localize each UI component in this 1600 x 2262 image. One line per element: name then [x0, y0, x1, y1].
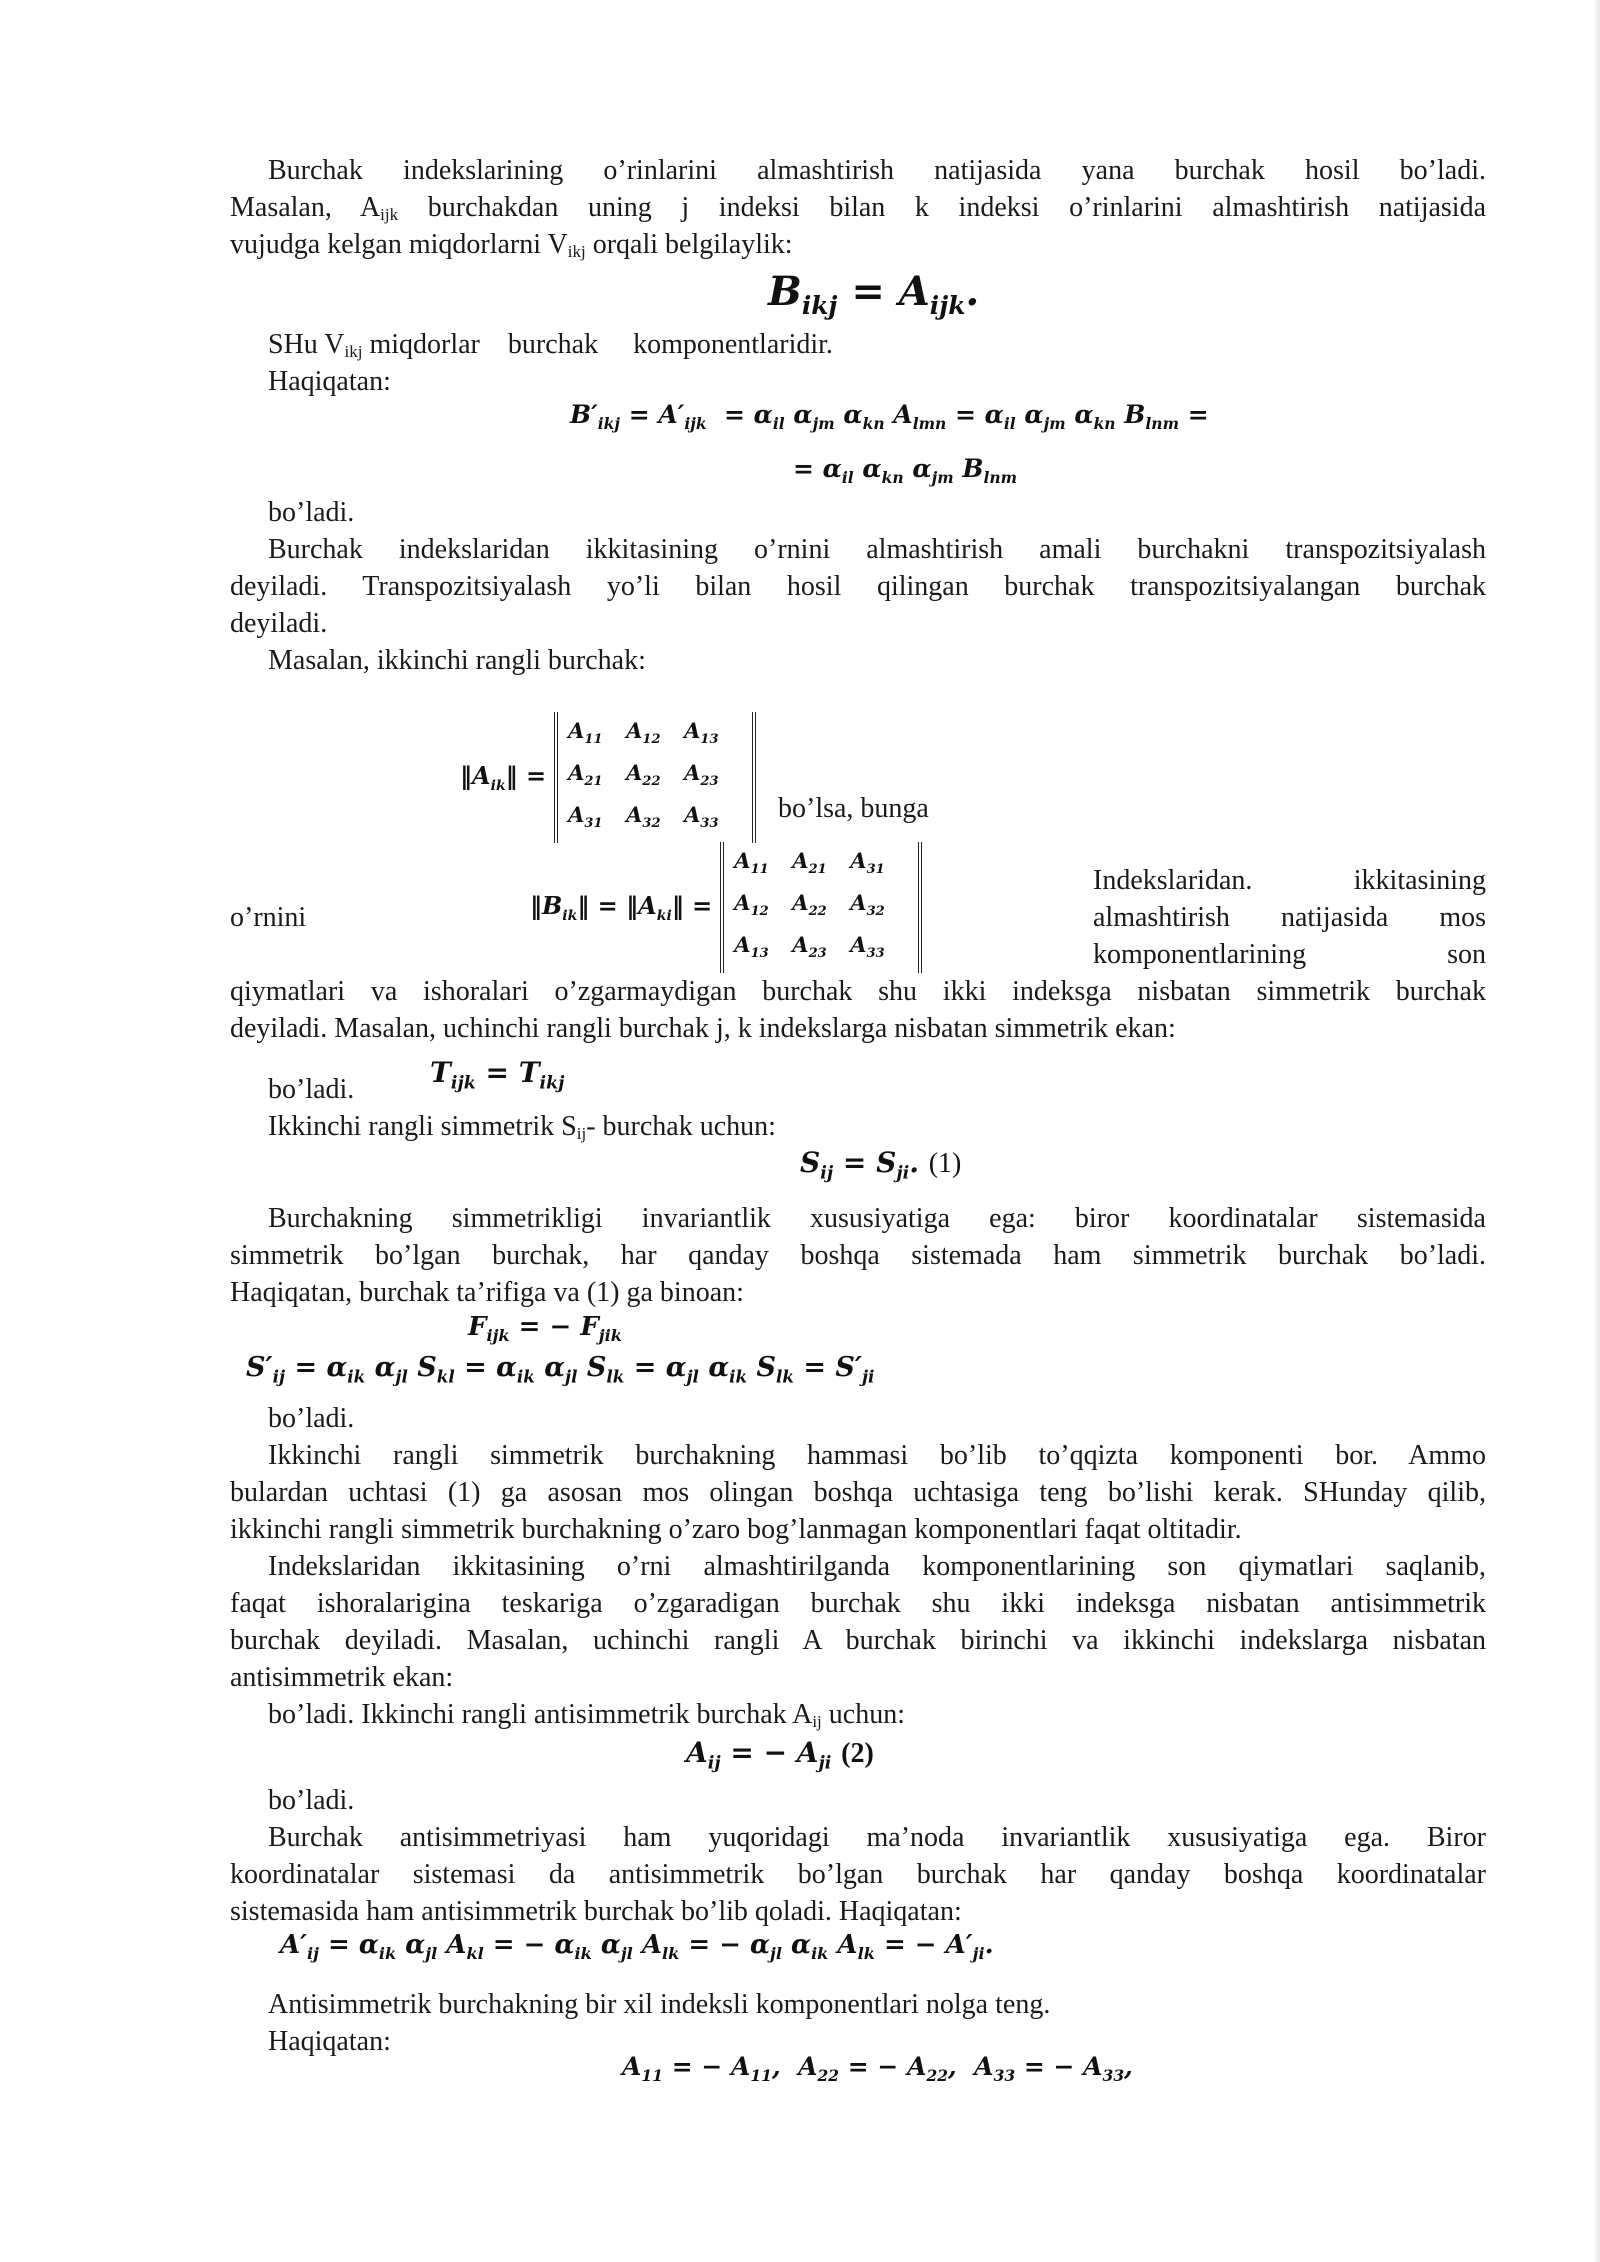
- equation-fijk: $F_{ijk}$ = − $F_{jik}$: [468, 1312, 622, 1346]
- paragraph-line: bo’ladi.: [268, 1403, 355, 1434]
- equation-bikj: $B_{ikj} = A_{ijk}$.: [768, 268, 980, 320]
- paragraph-line: Masalan, $A_{ijk}$ burchakdan uning j indeksi bilan k indeksi o’rinlarini almashtirish natijasida: [230, 192, 1487, 224]
- paragraph-line: vujudga kelgan miqdorlarni $V_{ikj}$ orqali belgilaylik:: [230, 229, 793, 261]
- paragraph-line: Masalan, ikkinchi rangli burchak:: [268, 645, 646, 676]
- equation-aij: $A_{ij}$ = − $A_{ji}$ (2): [686, 1736, 874, 1774]
- paragraph-line: deyiladi. Transpozitsiyalash yo’li bilan hosil qilingan burchak transpozitsiyalangan burchak: [230, 571, 1486, 602]
- matrix-b-body: $A_{11}$ $A_{21}$ $A_{31}$ $A_{12}$ $A_{22}$ $A_{32}$ $A_{13}$ $A_{23}$ $A_{33}$: [720, 842, 922, 973]
- paragraph-line: Haqiqatan:: [268, 366, 391, 397]
- paragraph-line: burchak deyiladi. Masalan, uchinchi rangli A burchak birinchi va ikkinchi indekslarga nisbatan: [230, 1625, 1486, 1656]
- paragraph-line: komponentlarining son: [1093, 939, 1486, 970]
- paragraph-line: koordinatalar sistemasi da antisimmetrik bo’lgan burchak har qanday boshqa koordinatalar: [230, 1859, 1486, 1890]
- paragraph-line: Antisimmetrik burchakning bir xil indeksli komponentlari nolga teng.: [268, 1989, 1051, 2020]
- paragraph-line: Haqiqatan:: [268, 2026, 391, 2057]
- paragraph-line: simmetrik bo’lgan burchak, har qanday boshqa sistemada ham simmetrik burchak bo’ladi.: [230, 1240, 1486, 1271]
- paragraph-line: bo’ladi.: [268, 1785, 355, 1816]
- paragraph-line: bo’ladi. Ikkinchi rangli antisimmetrik burchak $A_{ij}$ uchun:: [268, 1699, 905, 1731]
- paragraph-line: deyiladi.: [230, 608, 328, 639]
- paragraph-line: Ikkinchi rangli simmetrik burchakning hammasi bo’lib to’qqizta komponenti bor. Ammo: [268, 1440, 1486, 1471]
- paragraph-line: Burchak indekslaridan ikkitasining o’rnini almashtirish amali burchakni transpozitsiyalash: [268, 534, 1486, 565]
- matrix-a: [460, 712, 756, 843]
- paragraph-line: o’rnini: [230, 902, 307, 933]
- paragraph-line: bo’lsa, bunga: [778, 793, 929, 824]
- matrix-b-label: $‖B_{ik}‖$ = $‖A_{ki}‖$ =: [530, 890, 713, 924]
- paragraph-line: Haqiqatan, burchak ta’rifiga va (1) ga binoan:: [230, 1277, 744, 1308]
- matrix-a-body: $A_{11}$ $A_{12}$ $A_{13}$ $A_{21}$ $A_{22}$ $A_{23}$ $A_{31}$ $A_{32}$ $A_{33}$: [554, 712, 756, 843]
- paragraph-line: SHu $V_{ikj}$ miqdorlar burchak komponentlaridir.: [268, 329, 833, 361]
- paragraph-line: bo’ladi.: [268, 497, 355, 528]
- paragraph-line: Indekslaridan ikkitasining o’rni almashtirilganda komponentlarining son qiymatlari saqlanib,: [268, 1551, 1486, 1582]
- paragraph-line: bulardan uchtasi (1) ga asosan mos olingan boshqa uchtasiga teng bo’lishi kerak. SHunday qilib,: [230, 1477, 1486, 1508]
- paragraph-line: faqat ishoralarigina teskariga o’zgaradigan burchak shu ikki indeksga nisbatan antisimmetrik: [230, 1588, 1486, 1619]
- scan-edge-shadow: [1592, 0, 1600, 2262]
- paragraph-line: Burchak indekslarining o’rinlarini almashtirish natijasida yana burchak hosil bo’ladi.: [268, 155, 1486, 186]
- equation-sprime: $S'_{ij} = \alpha_{ik}$ $\alpha_{jl}$ $S_{kl} = \alpha_{ik}$ $\alpha_{jl}$ $S_{lk} = \alpha_{jl}$ $\alpha_{ik}$ $S_{lk} = S'_{ji}$: [246, 1352, 875, 1387]
- matrix-b: [530, 842, 922, 973]
- paragraph-line: Ikkinchi rangli simmetrik $S_{ij}-$ burchak uchun:: [268, 1111, 776, 1143]
- paragraph-line: bo’ladi.: [268, 1074, 355, 1105]
- paragraph-line: antisimmetrik ekan:: [230, 1662, 454, 1693]
- matrix-a-label: $‖A_{ik}‖$ =: [460, 760, 547, 794]
- paragraph-line: Burchak antisimmetriyasi ham yuqoridagi ma’noda invariantlik xususiyatiga ega. Biror: [268, 1822, 1486, 1853]
- paragraph-line: sistemasida ham antisimmetrik burchak bo’lib qoladi. Haqiqatan:: [230, 1896, 962, 1927]
- paragraph-line: almashtirish natijasida mos: [1093, 902, 1486, 933]
- paragraph-line: ikkinchi rangli simmetrik burchakning o’zaro bog’lanmagan komponentlari faqat oltitadir.: [230, 1514, 1242, 1545]
- equation-transform-1: $B'_{ikj} = A'_{ijk} = \alpha_{il}$ $\alpha_{jm}$ $\alpha_{kn}$ $A_{lmn} = \alpha_{il}$ $\alpha_{jm}$ $\alpha_{kn}$ $B_{lnm}$ =: [570, 400, 1209, 433]
- equation-tijk: $T_{ijk} = T_{ikj}$: [430, 1056, 565, 1094]
- paragraph-line: Indekslaridan. ikkitasining: [1093, 865, 1486, 896]
- equation-transform-2: = $\alpha_{il}$ $\alpha_{kn}$ $\alpha_{jm}$ $B_{lnm}$: [793, 454, 1018, 487]
- equation-aprime: $A'_{ij} = \alpha_{ik}$ $\alpha_{jl}$ $A_{kl}$ = − $\alpha_{ik}$ $\alpha_{jl}$ $A_{lk}$ = − $\alpha_{jl}$ $\alpha_{ik}$ $A_{lk}$ = − $A'_{ji}$.: [280, 1930, 994, 1964]
- paragraph-line: qiymatlari va ishoralari o’zgarmaydigan burchak shu ikki indeksga nisbatan simmetrik burchak: [230, 976, 1486, 1007]
- paragraph-line: deyiladi. Masalan, uchinchi rangli burchak j, k indekslarga nisbatan simmetrik ekan:: [230, 1013, 1176, 1044]
- equation-diag: $A_{11}$ = − $A_{11}$, $A_{22}$ = − $A_{22}$, $A_{33}$ = − $A_{33}$,: [622, 2052, 1133, 2085]
- paragraph-line: Burchakning simmetrikligi invariantlik xususiyatiga ega: biror koordinatalar sistemasida: [268, 1203, 1486, 1234]
- equation-sij: $S_{ij} = S_{ji}$. (1): [800, 1146, 962, 1184]
